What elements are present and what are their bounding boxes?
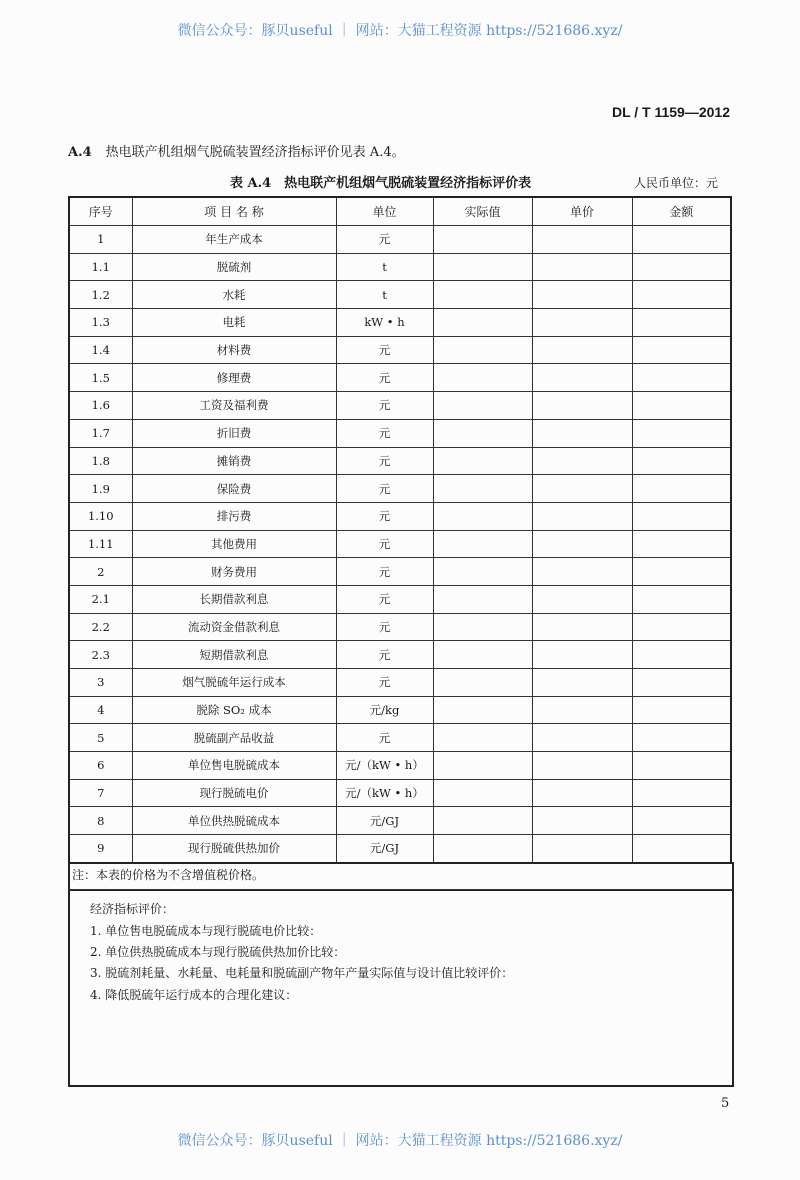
row-number-cell: 5 bbox=[69, 724, 132, 752]
unit-price-cell bbox=[532, 641, 632, 669]
unit-price-cell bbox=[532, 669, 632, 697]
item-name-cell: 材料费 bbox=[132, 336, 336, 364]
item-name-cell: 水耗 bbox=[132, 281, 336, 309]
row-number-cell: 1 bbox=[69, 226, 132, 254]
row-number-cell: 1.6 bbox=[69, 392, 132, 420]
unit-cell: 元 bbox=[336, 724, 433, 752]
col-header: 单价 bbox=[532, 197, 632, 226]
table-row bbox=[69, 530, 731, 558]
amount-cell bbox=[632, 779, 731, 807]
actual-value-cell bbox=[433, 253, 532, 281]
row-number-cell: 1.8 bbox=[69, 447, 132, 475]
row-number-cell: 2.2 bbox=[69, 613, 132, 641]
amount-cell bbox=[632, 475, 731, 503]
amount-cell bbox=[632, 807, 731, 835]
unit-price-cell bbox=[532, 807, 632, 835]
unit-price-cell bbox=[532, 530, 632, 558]
row-number-cell: 2 bbox=[69, 558, 132, 586]
actual-value-cell bbox=[433, 447, 532, 475]
item-name-cell: 脱硫剂 bbox=[132, 253, 336, 281]
amount-cell bbox=[632, 419, 731, 447]
actual-value-cell bbox=[433, 558, 532, 586]
col-header: 实际值 bbox=[433, 197, 532, 226]
unit-cell: 元/GJ bbox=[336, 807, 433, 835]
evaluation-item: 2. 单位供热脱硫成本与现行脱硫供热加价比较： bbox=[90, 945, 346, 959]
row-number-cell: 1.5 bbox=[69, 364, 132, 392]
item-name-cell: 年生产成本 bbox=[132, 226, 336, 254]
table-row bbox=[69, 309, 731, 337]
row-number-cell: 1.10 bbox=[69, 502, 132, 530]
table-row bbox=[69, 253, 731, 281]
item-name-cell: 短期借款利息 bbox=[132, 641, 336, 669]
actual-value-cell bbox=[433, 779, 532, 807]
amount-cell bbox=[632, 752, 731, 780]
amount-cell bbox=[632, 392, 731, 420]
unit-price-cell bbox=[532, 835, 632, 863]
unit-price-cell bbox=[532, 475, 632, 503]
actual-value-cell bbox=[433, 419, 532, 447]
unit-cell: 元 bbox=[336, 447, 433, 475]
amount-cell bbox=[632, 364, 731, 392]
unit-price-cell bbox=[532, 392, 632, 420]
actual-value-cell bbox=[433, 364, 532, 392]
unit-price-cell bbox=[532, 752, 632, 780]
table-header-row bbox=[69, 197, 731, 226]
amount-cell bbox=[632, 558, 731, 586]
amount-cell bbox=[632, 530, 731, 558]
unit-price-cell bbox=[532, 613, 632, 641]
table-row bbox=[69, 835, 731, 863]
actual-value-cell bbox=[433, 585, 532, 613]
table-row bbox=[69, 669, 731, 697]
item-name-cell: 烟气脱硫年运行成本 bbox=[132, 669, 336, 697]
actual-value-cell bbox=[433, 530, 532, 558]
amount-cell bbox=[632, 309, 731, 337]
unit-cell: kW • h bbox=[336, 309, 433, 337]
table-row bbox=[69, 585, 731, 613]
amount-cell bbox=[632, 724, 731, 752]
table-row bbox=[69, 336, 731, 364]
amount-cell bbox=[632, 336, 731, 364]
item-name-cell: 其他费用 bbox=[132, 530, 336, 558]
table-row bbox=[69, 696, 731, 724]
col-header: 序号 bbox=[69, 197, 132, 226]
item-name-cell: 现行脱硫供热加价 bbox=[132, 835, 336, 863]
actual-value-cell bbox=[433, 752, 532, 780]
amount-cell bbox=[632, 447, 731, 475]
unit-cell: 元 bbox=[336, 392, 433, 420]
amount-cell bbox=[632, 669, 731, 697]
evaluation-item: 1. 单位售电脱硫成本与现行脱硫电价比较： bbox=[90, 924, 322, 938]
actual-value-cell bbox=[433, 835, 532, 863]
amount-cell bbox=[632, 281, 731, 309]
table-row bbox=[69, 226, 731, 254]
watermark-top: 微信公众号：豚贝useful ｜ 网站：大猫工程资源 https://521686.xyz/ bbox=[177, 23, 623, 39]
actual-value-cell bbox=[433, 309, 532, 337]
unit-price-cell bbox=[532, 336, 632, 364]
row-number-cell: 4 bbox=[69, 696, 132, 724]
actual-value-cell bbox=[433, 696, 532, 724]
table-row bbox=[69, 419, 731, 447]
unit-price-cell bbox=[532, 779, 632, 807]
item-name-cell: 财务费用 bbox=[132, 558, 336, 586]
unit-price-cell bbox=[532, 281, 632, 309]
evaluation-table bbox=[68, 196, 732, 864]
unit-price-cell bbox=[532, 226, 632, 254]
table-row bbox=[69, 502, 731, 530]
table-row bbox=[69, 281, 731, 309]
unit-cell: 元 bbox=[336, 558, 433, 586]
item-name-cell: 工资及福利费 bbox=[132, 392, 336, 420]
unit-price-cell bbox=[532, 724, 632, 752]
item-name-cell: 流动资金借款利息 bbox=[132, 613, 336, 641]
row-number-cell: 6 bbox=[69, 752, 132, 780]
unit-cell: 元 bbox=[336, 502, 433, 530]
item-name-cell: 修理费 bbox=[132, 364, 336, 392]
item-name-cell: 脱硫副产品收益 bbox=[132, 724, 336, 752]
actual-value-cell bbox=[433, 641, 532, 669]
actual-value-cell bbox=[433, 226, 532, 254]
row-number-cell: 1.1 bbox=[69, 253, 132, 281]
item-name-cell: 现行脱硫电价 bbox=[132, 779, 336, 807]
unit-price-cell bbox=[532, 558, 632, 586]
table-row bbox=[69, 641, 731, 669]
unit-cell: t bbox=[336, 253, 433, 281]
table-row bbox=[69, 558, 731, 586]
unit-cell: 元/（kW • h） bbox=[336, 752, 433, 780]
item-name-cell: 摊销费 bbox=[132, 447, 336, 475]
evaluation-box bbox=[68, 889, 734, 1087]
actual-value-cell bbox=[433, 392, 532, 420]
item-name-cell: 长期借款利息 bbox=[132, 585, 336, 613]
section-number: A.4 bbox=[68, 145, 92, 160]
watermark-bottom: 微信公众号：豚贝useful ｜ 网站：大猫工程资源 https://521686.xyz/ bbox=[177, 1133, 623, 1149]
amount-cell bbox=[632, 641, 731, 669]
item-name-cell: 排污费 bbox=[132, 502, 336, 530]
table-row bbox=[69, 392, 731, 420]
row-number-cell: 1.2 bbox=[69, 281, 132, 309]
unit-price-cell bbox=[532, 502, 632, 530]
amount-cell bbox=[632, 696, 731, 724]
amount-cell bbox=[632, 613, 731, 641]
unit-cell: 元 bbox=[336, 613, 433, 641]
evaluation-item: 3. 脱硫剂耗量、水耗量、电耗量和脱硫副产物年产量实际值与设计值比较评价： bbox=[90, 966, 514, 980]
table-row bbox=[69, 613, 731, 641]
unit-cell: 元 bbox=[336, 226, 433, 254]
table-row bbox=[69, 475, 731, 503]
table-row bbox=[69, 752, 731, 780]
row-number-cell: 1.9 bbox=[69, 475, 132, 503]
table-row bbox=[69, 724, 731, 752]
actual-value-cell bbox=[433, 724, 532, 752]
row-number-cell: 1.4 bbox=[69, 336, 132, 364]
actual-value-cell bbox=[433, 475, 532, 503]
amount-cell bbox=[632, 253, 731, 281]
amount-cell bbox=[632, 835, 731, 863]
evaluation-title: 经济指标评价： bbox=[90, 902, 175, 916]
unit-price-cell bbox=[532, 253, 632, 281]
item-name-cell: 电耗 bbox=[132, 309, 336, 337]
unit-cell: 元 bbox=[336, 475, 433, 503]
unit-price-cell bbox=[532, 419, 632, 447]
actual-value-cell bbox=[433, 336, 532, 364]
intro-text: 热电联产机组烟气脱硫装置经济指标评价见表 A.4。 bbox=[105, 145, 405, 160]
unit-price-cell bbox=[532, 585, 632, 613]
unit-price-cell bbox=[532, 447, 632, 475]
row-number-cell: 2.3 bbox=[69, 641, 132, 669]
unit-cell: t bbox=[336, 281, 433, 309]
row-number-cell: 3 bbox=[69, 669, 132, 697]
unit-price-cell bbox=[532, 309, 632, 337]
unit-price-cell bbox=[532, 696, 632, 724]
actual-value-cell bbox=[433, 613, 532, 641]
actual-value-cell bbox=[433, 281, 532, 309]
table-row bbox=[69, 364, 731, 392]
item-name-cell: 脱除 SO₂ 成本 bbox=[132, 696, 336, 724]
col-header: 项 目 名 称 bbox=[132, 197, 336, 226]
unit-cell: 元 bbox=[336, 669, 433, 697]
item-name-cell: 保险费 bbox=[132, 475, 336, 503]
evaluation-item: 4. 降低脱硫年运行成本的合理化建议： bbox=[90, 988, 298, 1002]
col-header: 单位 bbox=[336, 197, 433, 226]
row-number-cell: 1.7 bbox=[69, 419, 132, 447]
unit-cell: 元/kg bbox=[336, 696, 433, 724]
row-number-cell: 2.1 bbox=[69, 585, 132, 613]
unit-price-cell bbox=[532, 364, 632, 392]
unit-cell: 元/（kW • h） bbox=[336, 779, 433, 807]
actual-value-cell bbox=[433, 807, 532, 835]
item-name-cell: 单位售电脱硫成本 bbox=[132, 752, 336, 780]
intro-paragraph bbox=[68, 141, 405, 160]
col-header: 金额 bbox=[632, 197, 731, 226]
amount-cell bbox=[632, 585, 731, 613]
table-row bbox=[69, 447, 731, 475]
unit-cell: 元/GJ bbox=[336, 835, 433, 863]
table-caption: 表 A.4 热电联产机组烟气脱硫装置经济指标评价表 bbox=[230, 176, 532, 191]
row-number-cell: 9 bbox=[69, 835, 132, 863]
row-number-cell: 8 bbox=[69, 807, 132, 835]
actual-value-cell bbox=[433, 502, 532, 530]
actual-value-cell bbox=[433, 669, 532, 697]
unit-cell: 元 bbox=[336, 585, 433, 613]
standard-number: DL / T 1159—2012 bbox=[611, 104, 730, 120]
table-row bbox=[69, 779, 731, 807]
unit-cell: 元 bbox=[336, 641, 433, 669]
row-number-cell: 7 bbox=[69, 779, 132, 807]
table-note: 注：本表的价格为不含增值税价格。 bbox=[68, 862, 734, 891]
item-name-cell: 单位供热脱硫成本 bbox=[132, 807, 336, 835]
item-name-cell: 折旧费 bbox=[132, 419, 336, 447]
unit-cell: 元 bbox=[336, 530, 433, 558]
unit-cell: 元 bbox=[336, 364, 433, 392]
page-number: 5 bbox=[721, 1096, 730, 1111]
amount-cell bbox=[632, 502, 731, 530]
unit-cell: 元 bbox=[336, 336, 433, 364]
currency-unit-note: 人民币单位：元 bbox=[633, 176, 718, 190]
row-number-cell: 1.3 bbox=[69, 309, 132, 337]
amount-cell bbox=[632, 226, 731, 254]
unit-cell: 元 bbox=[336, 419, 433, 447]
row-number-cell: 1.11 bbox=[69, 530, 132, 558]
table-row bbox=[69, 807, 731, 835]
